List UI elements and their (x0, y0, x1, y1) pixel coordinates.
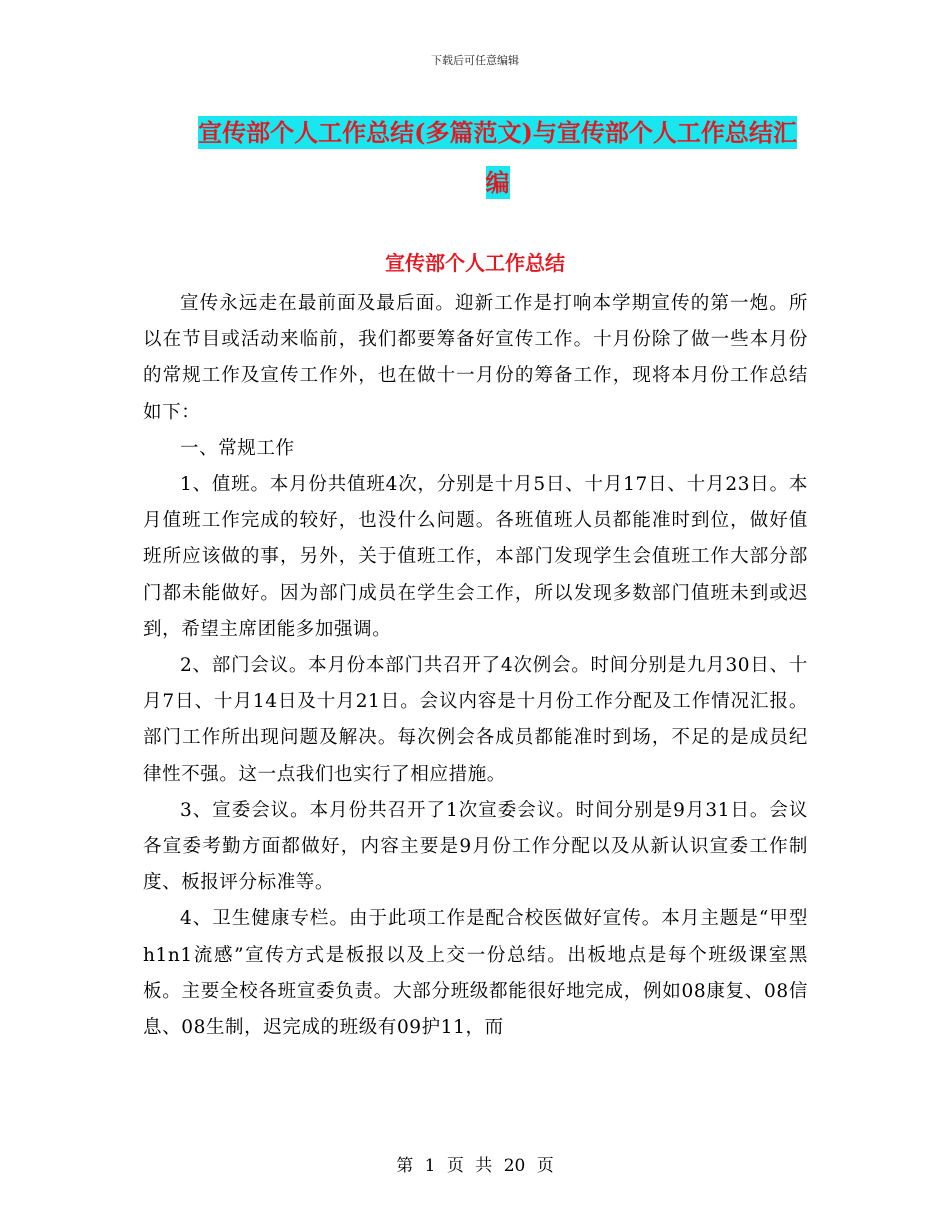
document-body (143, 286, 808, 1046)
paragraph-health-column: 4、卫生健康专栏。由于此项工作是配合校医做好宣传。本月主题是“甲型h1n1流感”宣传方式是板报以及上交一份总结。出板地点是每个班级课室黑板。主要全校各班宣委负责。大部分班级都能很好地完成，例如08康复、08信息、08生制，迟完成的班级有09护11，而 (143, 908, 808, 1039)
page-number-footer: 第 1 页 共 20 页 (396, 1156, 554, 1176)
paragraph-publicity-committee-meeting: 3、宣委会议。本月份共召开了1次宣委会议。时间分别是9月31日。会议各宣委考勤方面都做好，内容主要是9月份工作分配以及从新认识宣委工作制度、板报评分标准等。 (143, 799, 808, 894)
paragraph-intro: 宣传永远走在最前面及最后面。迎新工作是打响本学期宣传的第一炮。所以在节目或活动来临前，我们都要筹备好宣传工作。十月份除了做一些本月份的常规工作及宣传工作外，也在做十一月份的筹备工作，现将本月份工作总结如下： (143, 293, 808, 423)
paragraph-heading-routine-work: 一、常规工作 (180, 437, 295, 459)
document-title-text: 宣传部个人工作总结(多篇范文)与宣传部个人工作总结汇编 (198, 118, 797, 197)
paragraph-duty: 1、值班。本月份共值班4次，分别是十月5日、十月17日、十月23日。本月值班工作完成的较好，也没什么问题。各班值班人员都能准时到位，做好值班所应该做的事，另外，关于值班工作，本部门发现学生会值班工作大部分部门都未能做好。因为部门成员在学生会工作，所以发现多数部门值班未到或迟到，希望主席团能多加强调。 (143, 474, 808, 640)
header-note: 下载后可任意编辑 (431, 54, 519, 67)
paragraph-department-meeting: 2、部门会议。本月份本部门共召开了4次例会。时间分别是九月30日、十月7日、十月14日及十月21日。会议内容是十月份工作分配及工作情况汇报。部门工作所出现问题及解决。每次例会各成员都能准时到场，不足的是成员纪律性不强。这一点我们也实行了相应措施。 (143, 655, 808, 785)
document-title (190, 108, 805, 208)
section-title: 宣传部个人工作总结 (385, 251, 565, 275)
